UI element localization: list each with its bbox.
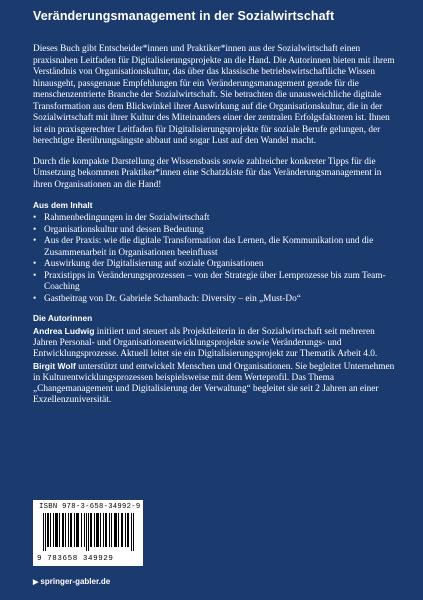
- publisher-link[interactable]: [33, 577, 110, 586]
- isbn-label: ISBN 978-3-658-34992-9: [39, 503, 141, 511]
- contents-heading: Aus dem Inhalt: [33, 200, 93, 210]
- contents-item: • Auswirkung der Digitalisierung auf soziale Organisationen: [33, 259, 395, 271]
- author-name: Birgit Wolf: [33, 360, 76, 371]
- contents-item: • Aus der Praxis: wie die digitale Transformation das Lernen, die Kommunikation und die Zusammenarbeit in Organisationen beeinflusst: [33, 236, 395, 259]
- contents-item: • Organisationskultur und dessen Bedeutung: [33, 225, 395, 237]
- contents-item: • Rahmenbedingungen in der Sozialwirtschaft: [33, 213, 395, 225]
- book-title: Veränderungsmanagement in der Sozialwirtschaft: [33, 9, 335, 23]
- author-bio-text: initiiert und steuert als Projektleiterin in der Sozialwirtschaft seit mehreren Jahren Personal- und Organisationsentwicklungsprojekte sowie Veränderungs- und Entwicklungsprozesse. Aktuell leitet sie ein Digitalisierungsprojekt zur Thematik Arbeit 4.0.: [33, 327, 378, 360]
- blurb-paragraph-2: Durch die kompakte Darstellung der Wissensbasis sowie zahlreicher konkreter Tipps für die Umsetzung bekommen Praktiker*innen eine Schatzkiste für das Veränderungsmanagement in ihren Organisationen an die Hand!: [33, 156, 382, 190]
- author-bio-2: [33, 361, 395, 407]
- cover-text: [33, 8, 395, 406]
- authors-heading: Die Autorinnen: [33, 313, 93, 323]
- blurb: [33, 44, 395, 191]
- contents-list: [33, 213, 395, 305]
- author-bio-1: [33, 326, 395, 361]
- contents-item: • Praxistipps in Veränderungsprozessen – von der Strategie über Lernprozesse bis zum Team-Coaching: [33, 271, 395, 294]
- isbn-barcode: [33, 500, 143, 566]
- contents-item: • Gastbeitrag von Dr. Gabriele Schambach: Diversity – ein „Must-Do“: [33, 294, 395, 306]
- blurb-paragraph-1: Dieses Buch gibt Entscheider*innen und Praktiker*innen aus der Sozialwirtschaft einen praxisnahen Leitfaden für Digitalisierungsprojekte an die Hand. Die Autorinnen bieten mit ihrem Verständnis von Organisationskultur, das über das klassische betriebswirtschaftliche Wissen hinausgeht, passgenaue Empfehlungen für ein Veränderungsmanagement gerade für die menschenzentrierte Branche der Sozialwirtschaft. Sie betrachten die unausweichliche digitale Transformation aus dem Blickwinkel ihrer Auswirkung auf die Organisationskultur, die in der Sozialwirtschaft mit ihrer Kultur des Miteinanders einer der zentralen Erfolgsfaktoren ist. Ihnen ist ein praxisgerechter Leitfaden für Digitalisierungsprojekte für soziale Berufe gelungen, der berechtigte Berührungsängste abbaut und sogar Lust auf den Wandel macht.: [33, 44, 395, 146]
- author-bio-text: unterstützt und entwickelt Menschen und Organisationen. Sie begleitet Unternehmen in Kulturentwicklungsprozessen beispielsweise mit dem Werteprofil. Das Thema „Changemanagement und Digitalisierung der Verwaltung“ begleitet sie seit 2 Jahren an einer Exzellenzuniversität.: [33, 361, 395, 406]
- publisher-link-text: springer-gabler.de: [40, 577, 111, 586]
- barcode-digits: 9 783658 349929: [37, 555, 114, 563]
- barcode-icon: [43, 513, 135, 551]
- author-name: Andrea Ludwig: [33, 326, 95, 336]
- arrow-right-icon: ▶: [33, 579, 39, 586]
